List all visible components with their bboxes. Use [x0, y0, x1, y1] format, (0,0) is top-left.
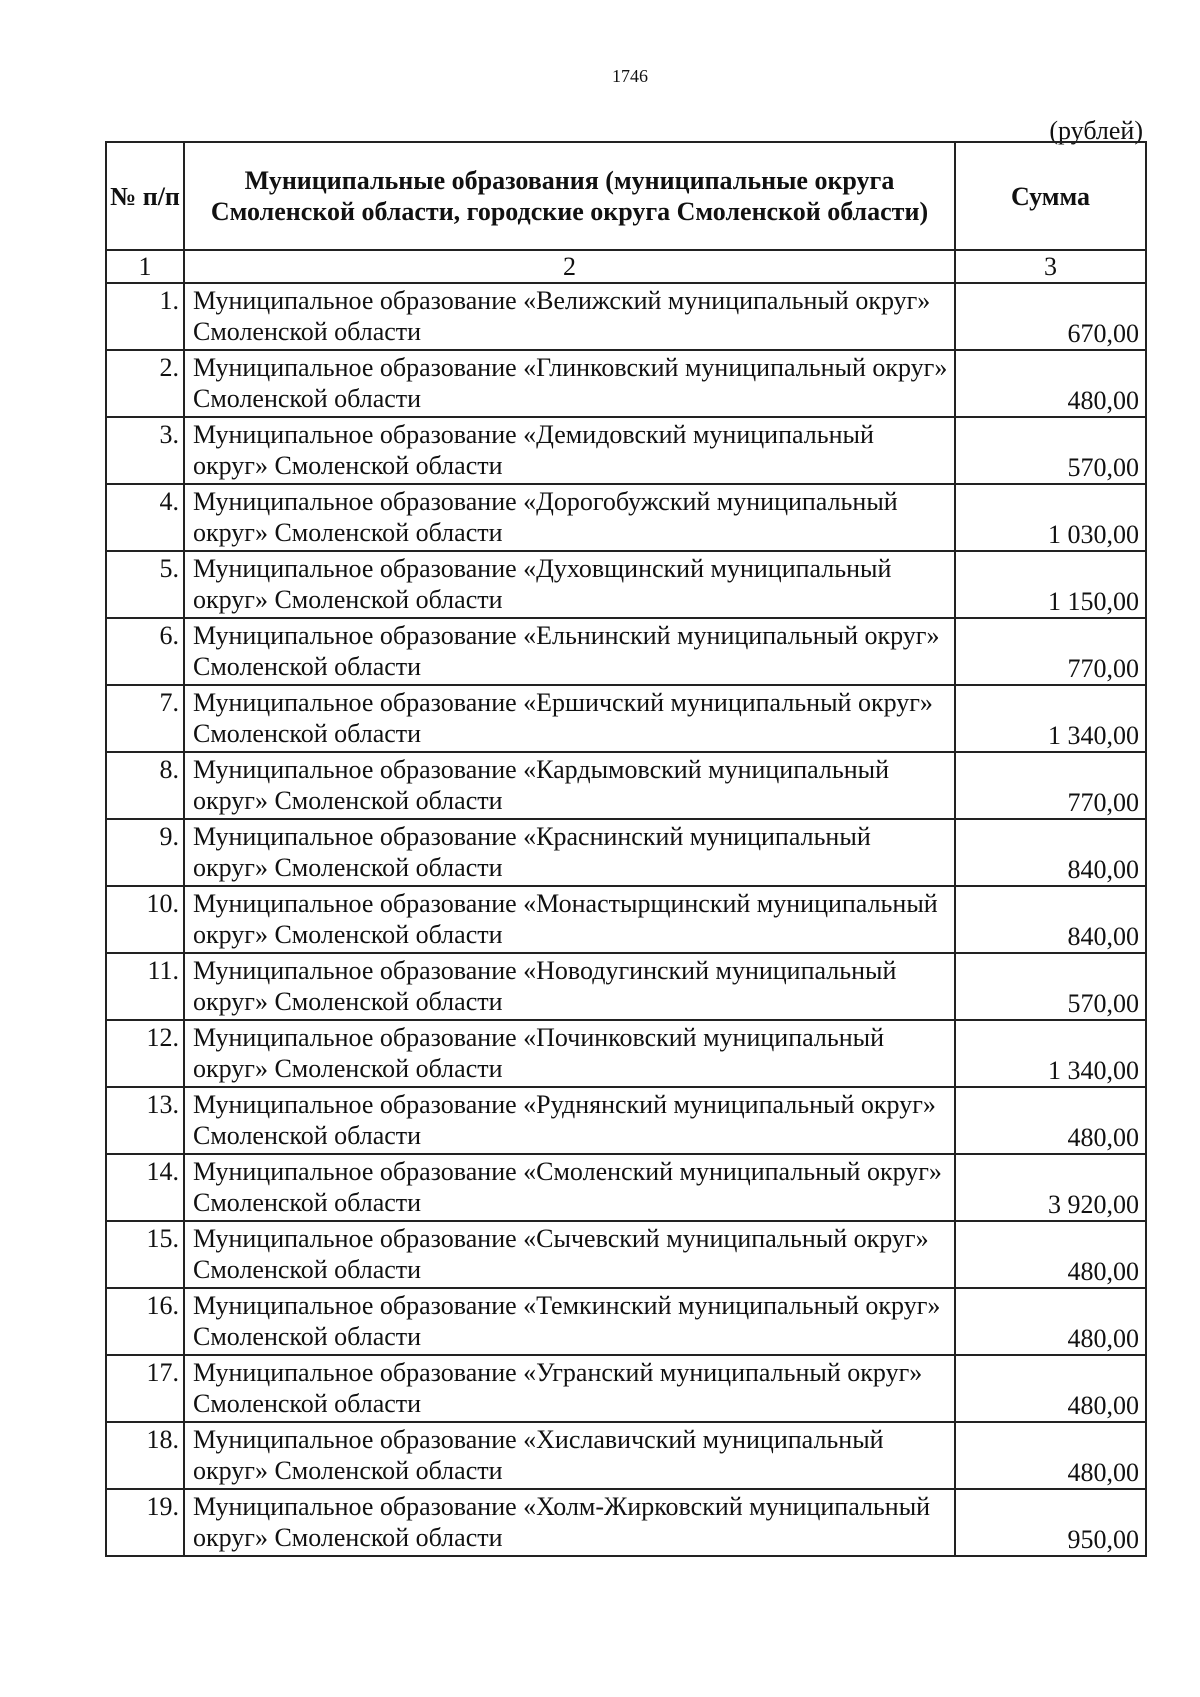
row-sum: 480,00	[955, 1221, 1146, 1288]
row-number: 18.	[106, 1422, 184, 1489]
row-number: 19.	[106, 1489, 184, 1556]
row-number: 12.	[106, 1020, 184, 1087]
municipality-name: Муниципальное образование «Глинковский муниципальный округ» Смоленской области	[184, 350, 955, 417]
municipality-name: Муниципальное образование «Починковский муниципальный округ» Смоленской области	[184, 1020, 955, 1087]
row-sum: 840,00	[955, 886, 1146, 953]
column-number: 3	[955, 250, 1146, 283]
column-number: 1	[106, 250, 184, 283]
municipality-name: Муниципальное образование «Темкинский муниципальный округ» Смоленской области	[184, 1288, 955, 1355]
row-number: 5.	[106, 551, 184, 618]
row-sum: 840,00	[955, 819, 1146, 886]
row-sum: 1 340,00	[955, 685, 1146, 752]
header-name: Муниципальные образования (муниципальные округа Смоленской области, городские округа Смоленской области)	[184, 142, 955, 250]
row-sum: 1 030,00	[955, 484, 1146, 551]
row-sum: 3 920,00	[955, 1154, 1146, 1221]
table-row	[106, 484, 1146, 551]
municipality-name: Муниципальное образование «Ершичский муниципальный округ» Смоленской области	[184, 685, 955, 752]
municipalities-table	[105, 141, 1147, 1557]
column-number-row	[106, 250, 1146, 283]
table-row	[106, 1020, 1146, 1087]
row-sum: 1 150,00	[955, 551, 1146, 618]
row-sum: 480,00	[955, 1087, 1146, 1154]
table-row	[106, 1489, 1146, 1556]
row-sum: 1 340,00	[955, 1020, 1146, 1087]
page-number: 1746	[612, 66, 648, 86]
row-number: 16.	[106, 1288, 184, 1355]
row-sum: 670,00	[955, 283, 1146, 350]
municipality-name: Муниципальное образование «Сычевский муниципальный округ» Смоленской области	[184, 1221, 955, 1288]
row-number: 2.	[106, 350, 184, 417]
header-num: № п/п	[106, 142, 184, 250]
units-label: (рублей)	[1049, 116, 1143, 145]
row-number: 1.	[106, 283, 184, 350]
municipality-name: Муниципальное образование «Угранский муниципальный округ» Смоленской области	[184, 1355, 955, 1422]
row-sum: 480,00	[955, 1422, 1146, 1489]
table-row	[106, 685, 1146, 752]
municipality-name: Муниципальное образование «Монастырщинский муниципальный округ» Смоленской области	[184, 886, 955, 953]
row-number: 15.	[106, 1221, 184, 1288]
row-number: 8.	[106, 752, 184, 819]
municipality-name: Муниципальное образование «Холм-Жирковский муниципальный округ» Смоленской области	[184, 1489, 955, 1556]
municipality-name: Муниципальное образование «Демидовский муниципальный округ» Смоленской области	[184, 417, 955, 484]
row-number: 17.	[106, 1355, 184, 1422]
row-sum: 480,00	[955, 350, 1146, 417]
row-sum: 570,00	[955, 417, 1146, 484]
row-sum: 770,00	[955, 618, 1146, 685]
row-number: 4.	[106, 484, 184, 551]
table-row	[106, 1288, 1146, 1355]
row-number: 13.	[106, 1087, 184, 1154]
row-sum: 570,00	[955, 953, 1146, 1020]
table-row	[106, 953, 1146, 1020]
municipality-name: Муниципальное образование «Краснинский муниципальный округ» Смоленской области	[184, 819, 955, 886]
column-number: 2	[184, 250, 955, 283]
row-sum: 480,00	[955, 1288, 1146, 1355]
row-sum: 480,00	[955, 1355, 1146, 1422]
table-row	[106, 1221, 1146, 1288]
municipality-name: Муниципальное образование «Дорогобужский муниципальный округ» Смоленской области	[184, 484, 955, 551]
header-sum: Сумма	[955, 142, 1146, 250]
row-number: 6.	[106, 618, 184, 685]
table-row	[106, 551, 1146, 618]
municipality-name: Муниципальное образование «Хиславичский муниципальный округ» Смоленской области	[184, 1422, 955, 1489]
row-sum: 770,00	[955, 752, 1146, 819]
table-row	[106, 1422, 1146, 1489]
table-header-row	[106, 142, 1146, 250]
table-row	[106, 283, 1146, 350]
table-row	[106, 350, 1146, 417]
table-row	[106, 1154, 1146, 1221]
row-sum: 950,00	[955, 1489, 1146, 1556]
municipality-name: Муниципальное образование «Ельнинский муниципальный округ» Смоленской области	[184, 618, 955, 685]
row-number: 11.	[106, 953, 184, 1020]
municipality-name: Муниципальное образование «Смоленский муниципальный округ» Смоленской области	[184, 1154, 955, 1221]
municipality-name: Муниципальное образование «Новодугинский муниципальный округ» Смоленской области	[184, 953, 955, 1020]
municipality-name: Муниципальное образование «Кардымовский муниципальный округ» Смоленской области	[184, 752, 955, 819]
municipality-name: Муниципальное образование «Велижский муниципальный округ» Смоленской области	[184, 283, 955, 350]
table-row	[106, 819, 1146, 886]
row-number: 10.	[106, 886, 184, 953]
municipality-name: Муниципальное образование «Руднянский муниципальный округ» Смоленской области	[184, 1087, 955, 1154]
table-row	[106, 1087, 1146, 1154]
row-number: 14.	[106, 1154, 184, 1221]
table-row	[106, 752, 1146, 819]
row-number: 7.	[106, 685, 184, 752]
table-row	[106, 886, 1146, 953]
municipality-name: Муниципальное образование «Духовщинский муниципальный округ» Смоленской области	[184, 551, 955, 618]
row-number: 3.	[106, 417, 184, 484]
table-row	[106, 417, 1146, 484]
table-row	[106, 618, 1146, 685]
table-row	[106, 1355, 1146, 1422]
row-number: 9.	[106, 819, 184, 886]
